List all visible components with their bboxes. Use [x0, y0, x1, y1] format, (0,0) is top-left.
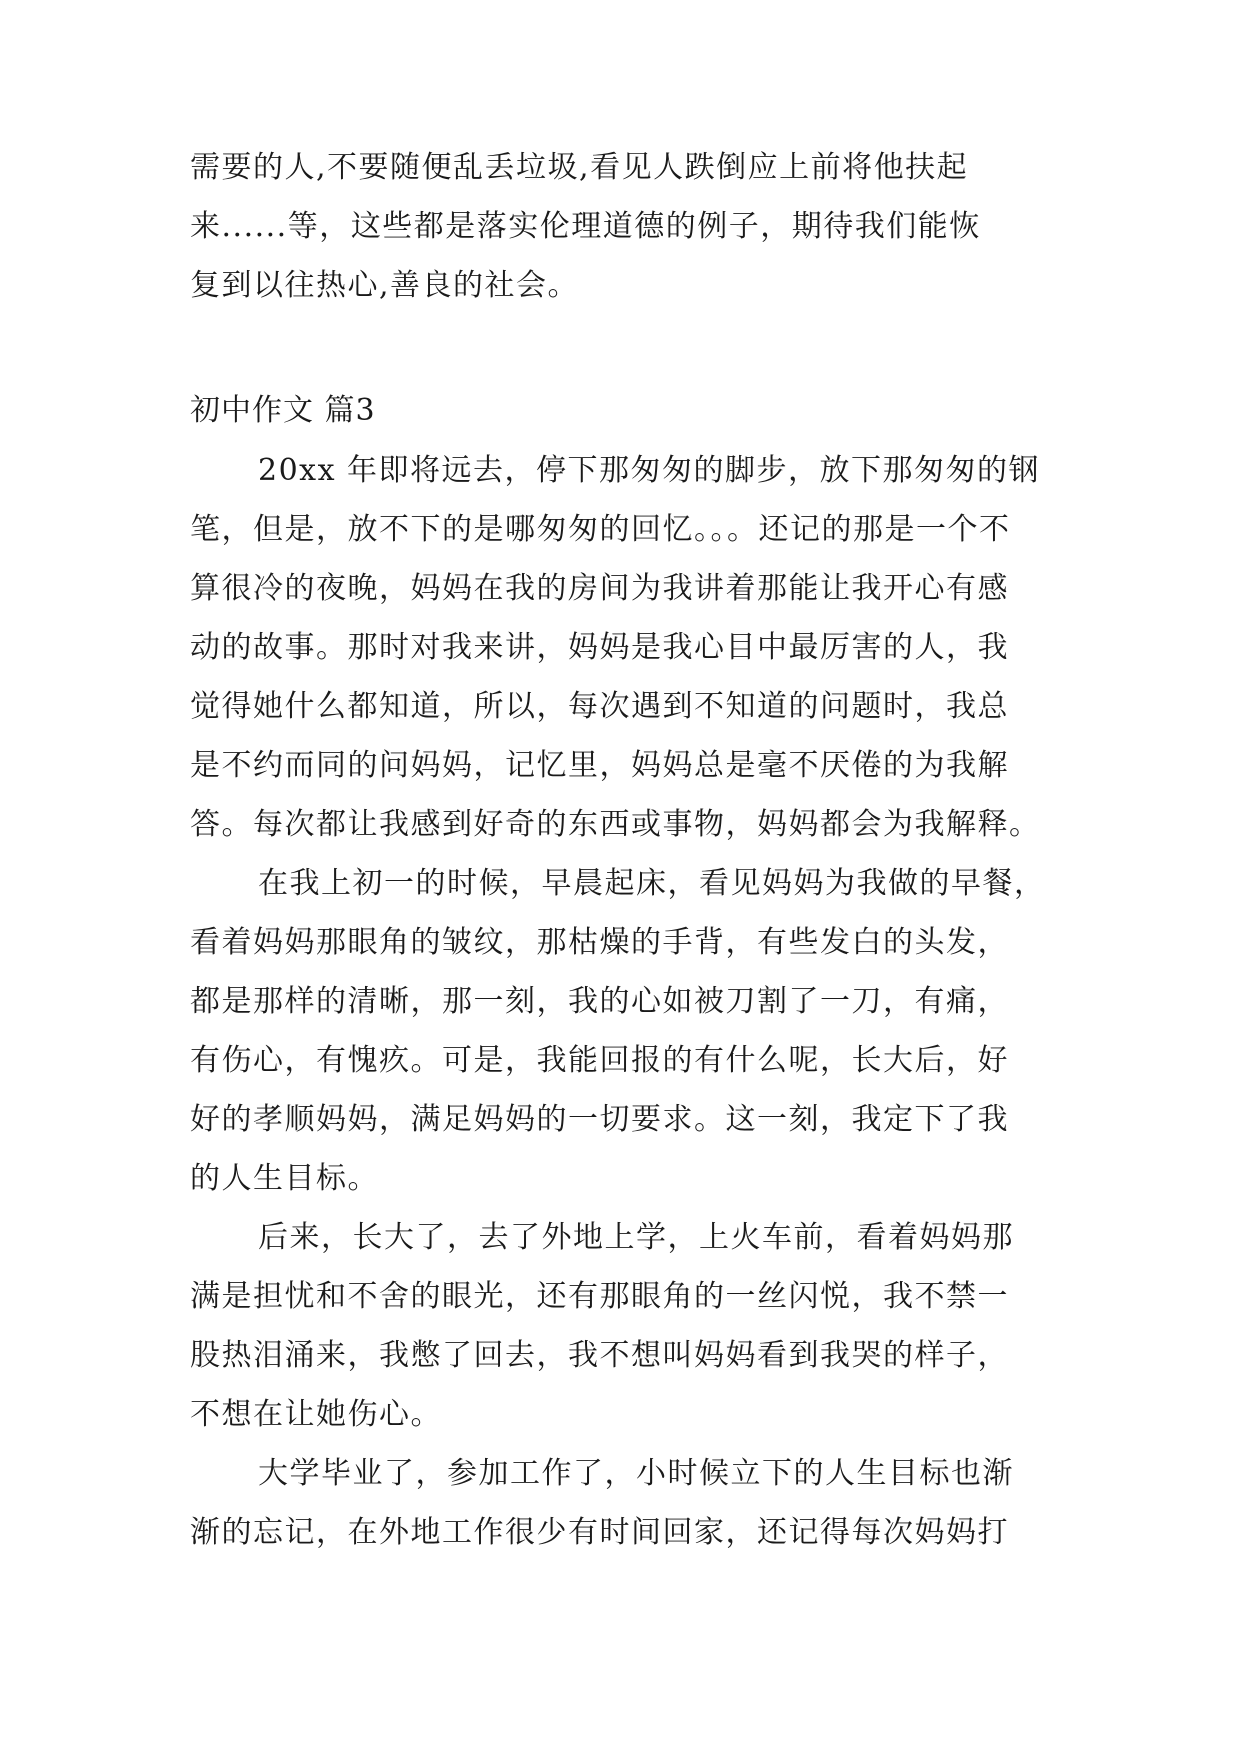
text-line: 有伤心，有愧疚。可是，我能回报的有什么呢，长大后，好	[190, 1043, 1009, 1078]
text-line: 动的故事。那时对我来讲，妈妈是我心目中最厉害的人，我	[190, 630, 1009, 665]
text-line: 复到以往热心,善良的社会。	[190, 268, 580, 303]
text-line: 渐的忘记，在外地工作很少有时间回家，还记得每次妈妈打	[190, 1515, 1009, 1550]
text-line: 需要的人,不要随便乱丢垃圾,看见人跌倒应上前将他扶起	[190, 150, 969, 185]
text-line: 都是那样的清晰，那一刻，我的心如被刀割了一刀，有痛，	[190, 984, 1009, 1019]
paragraph-first-line: 在我上初一的时候，早晨起床，看见妈妈为我做的早餐，	[258, 866, 1046, 901]
text-line: 是不约而同的问妈妈，记忆里，妈妈总是毫不厌倦的为我解	[190, 748, 1009, 783]
paragraph-first-line: 20xx 年即将远去，停下那匆匆的脚步，放下那匆匆的钢	[258, 453, 1041, 488]
text-line: 满是担忧和不舍的眼光，还有那眼角的一丝闪悦，我不禁一	[190, 1279, 1009, 1314]
text-line: 好的孝顺妈妈，满足妈妈的一切要求。这一刻，我定下了我	[190, 1102, 1009, 1137]
section-heading: 初中作文 篇3	[190, 393, 376, 428]
text-line: 算很冷的夜晚，妈妈在我的房间为我讲着那能让我开心有感	[190, 571, 1009, 606]
paragraph-first-line: 后来，长大了，去了外地上学，上火车前，看着妈妈那	[258, 1220, 1014, 1255]
paragraph-first-line: 大学毕业了，参加工作了，小时候立下的人生目标也渐	[258, 1456, 1014, 1491]
text-line: 的人生目标。	[190, 1161, 379, 1196]
text-line: 觉得她什么都知道，所以，每次遇到不知道的问题时，我总	[190, 689, 1009, 724]
text-line: 不想在让她伤心。	[190, 1397, 442, 1432]
text-line: 看着妈妈那眼角的皱纹，那枯燥的手背，有些发白的头发，	[190, 925, 1009, 960]
text-line: 来......等，这些都是落实伦理道德的例子，期待我们能恢	[190, 209, 981, 244]
text-line: 股热泪涌来，我憋了回去，我不想叫妈妈看到我哭的样子，	[190, 1338, 1009, 1373]
text-line: 答。每次都让我感到好奇的东西或事物，妈妈都会为我解释。	[190, 807, 1041, 842]
text-line: 笔，但是，放不下的是哪匆匆的回忆。。。还记的那是一个不	[190, 512, 1011, 547]
